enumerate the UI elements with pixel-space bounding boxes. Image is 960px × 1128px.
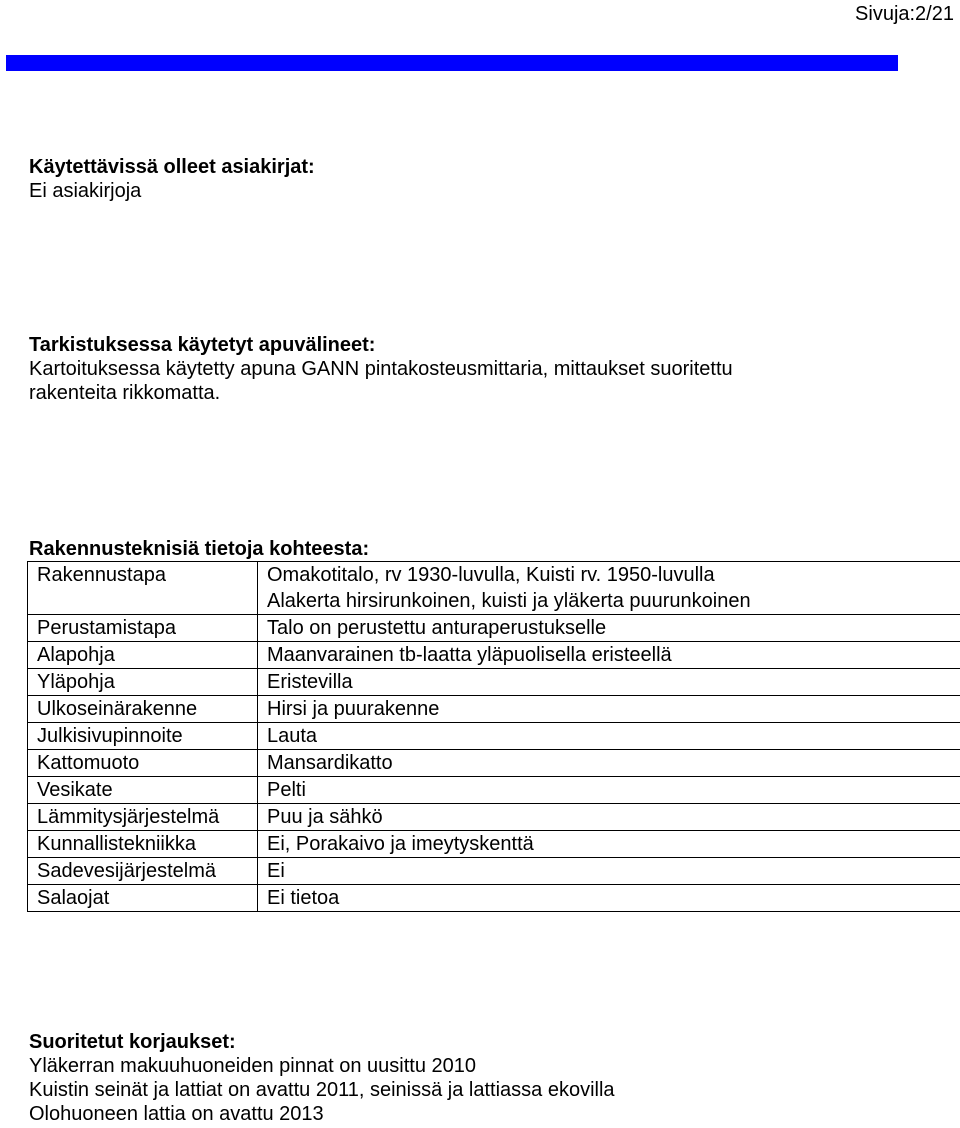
row-label: Rakennustapa: [28, 562, 258, 615]
row-label: Alapohja: [28, 642, 258, 669]
row-label: Lämmitysjärjestelmä: [28, 804, 258, 831]
tools-heading: Tarkistuksessa käytetyt apuvälineet:: [29, 334, 376, 356]
row-value: Pelti: [258, 777, 960, 804]
row-value-line: Alakerta hirsirunkoinen, kuisti ja yläkerta puurunkoinen: [267, 590, 751, 612]
row-value-line: Omakotitalo, rv 1930-luvulla, Kuisti rv. 1950-luvulla: [267, 564, 715, 586]
page-number: Sivuja:2/21: [855, 3, 954, 25]
table-row: [28, 642, 960, 669]
row-label: Vesikate: [28, 777, 258, 804]
row-value: Talo on perustettu anturaperustukselle: [258, 615, 960, 642]
row-label: Ulkoseinärakenne: [28, 696, 258, 723]
tools-section: [29, 333, 929, 405]
row-label: Yläpohja: [28, 669, 258, 696]
table-row: [28, 804, 960, 831]
row-value: Eristevilla: [258, 669, 960, 696]
technical-table: [27, 561, 960, 912]
row-label: Julkisivupinnoite: [28, 723, 258, 750]
tools-line: Kartoituksessa käytetty apuna GANN pintakosteusmittaria, mittaukset suoritettu: [29, 358, 733, 380]
row-value: Puu ja sähkö: [258, 804, 960, 831]
table-row: [28, 723, 960, 750]
table-row: [28, 858, 960, 885]
table-row: [28, 777, 960, 804]
row-label: Sadevesijärjestelmä: [28, 858, 258, 885]
documents-heading: Käytettävissä olleet asiakirjat:: [29, 156, 315, 178]
table-row: [28, 885, 960, 912]
repairs-section: [29, 1030, 929, 1126]
repairs-line: Olohuoneen lattia on avattu 2013: [29, 1103, 324, 1125]
row-label: Perustamistapa: [28, 615, 258, 642]
repairs-heading: Suoritetut korjaukset:: [29, 1031, 236, 1053]
row-value: Ei: [258, 858, 960, 885]
header-bar: [6, 55, 898, 71]
row-value: Maanvarainen tb-laatta yläpuolisella eristeellä: [258, 642, 960, 669]
table-row: [28, 669, 960, 696]
table-row: [28, 562, 960, 615]
technical-heading: Rakennusteknisiä tietoja kohteesta:: [29, 538, 370, 560]
row-value: Mansardikatto: [258, 750, 960, 777]
table-row: [28, 696, 960, 723]
documents-text: Ei asiakirjoja: [29, 180, 142, 202]
row-label: Kattomuoto: [28, 750, 258, 777]
row-value: [258, 562, 960, 615]
row-label: Salaojat: [28, 885, 258, 912]
row-label: Kunnallistekniikka: [28, 831, 258, 858]
row-value: Lauta: [258, 723, 960, 750]
repairs-line: Yläkerran makuuhuoneiden pinnat on uusittu 2010: [29, 1055, 476, 1077]
row-value: Ei tietoa: [258, 885, 960, 912]
row-value: Ei, Porakaivo ja imeytyskenttä: [258, 831, 960, 858]
table-row: [28, 750, 960, 777]
tools-line: rakenteita rikkomatta.: [29, 382, 221, 404]
documents-section: [29, 155, 929, 203]
repairs-line: Kuistin seinät ja lattiat on avattu 2011, seinissä ja lattiassa ekovilla: [29, 1079, 615, 1101]
table-row: [28, 615, 960, 642]
row-value: Hirsi ja puurakenne: [258, 696, 960, 723]
table-row: [28, 831, 960, 858]
